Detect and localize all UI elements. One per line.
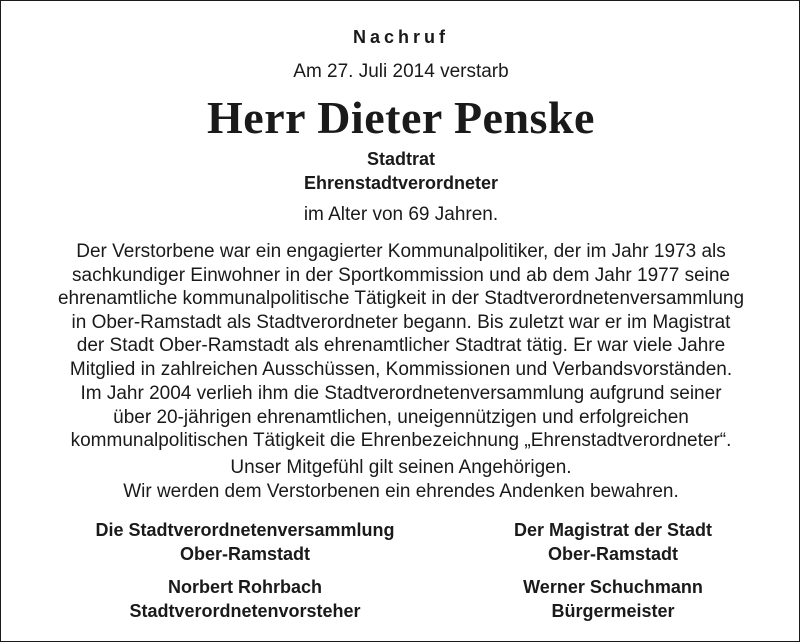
age-line: im Alter von 69 Jahren. [303, 204, 499, 225]
signature-org-name: Die Stadtverordnetenversammlung [95, 520, 395, 540]
honor-line: über 20-jährigen ehrenamtlichen, uneigennützigen und erfolgreichen [113, 406, 689, 428]
signature-person-name: Norbert Rohrbach [167, 577, 322, 597]
biography-line: sachkundiger Einwohner in der Sportkommission und ab dem Jahr 1977 seine [72, 264, 730, 286]
biography-paragraph [1, 240, 800, 381]
honor-line: kommunalpolitischen Tätigkeit die Ehrenbezeichnung „Ehrenstadtverordneter“. [70, 430, 732, 451]
deceased-name: Herr Dieter Penske [207, 92, 595, 143]
signature-mayor [413, 575, 800, 623]
honor-paragraph [1, 382, 800, 453]
closing-paragraph [1, 456, 800, 503]
signature-council-chair [45, 575, 445, 623]
biography-line: Der Verstorbene war ein engagierter Kommunalpolitiker, der im Jahr 1973 als [76, 241, 726, 262]
signature-council [45, 518, 445, 566]
closing-line: Unser Mitgefühl gilt seinen Angehörigen. [230, 457, 572, 478]
signature-magistrate [413, 518, 800, 566]
signature-org-city: Ober-Ramstadt [547, 544, 679, 564]
signature-person-role: Stadtverordnetenvorsteher [129, 601, 361, 621]
title-ehrenstadtverordneter: Ehrenstadtverordneter [303, 173, 499, 193]
signature-org-city: Ober-Ramstadt [179, 544, 311, 564]
biography-line: der Stadt Ober-Ramstadt als ehrenamtlicher Stadtrat tätig. Er war viele Jahre [76, 335, 726, 356]
closing-line: Wir werden dem Verstorbenen ein ehrendes Andenken bewahren. [123, 480, 679, 502]
biography-line: Mitglied in zahlreichen Ausschüssen, Kommissionen und Verbandsvorständen. [69, 358, 733, 380]
death-date-line: Am 27. Juli 2014 verstarb [293, 61, 509, 82]
notice-heading: Nachruf [352, 27, 449, 47]
biography-line: ehrenamtliche kommunalpolitische Tätigkeit in der Stadtverordnetenversammlung [57, 288, 745, 309]
signature-person-role: Bürgermeister [551, 601, 675, 621]
signature-org-name: Der Magistrat der Stadt [513, 520, 713, 540]
title-stadtrat: Stadtrat [366, 149, 435, 169]
biography-line: in Ober-Ramstadt als Stadtverordneter begann. Bis zuletzt war er im Magistrat [71, 311, 731, 333]
signature-person-name: Werner Schuchmann [523, 577, 703, 597]
honor-line: Im Jahr 2004 verlieh ihm die Stadtverordnetenversammlung aufgrund seiner [80, 383, 722, 404]
